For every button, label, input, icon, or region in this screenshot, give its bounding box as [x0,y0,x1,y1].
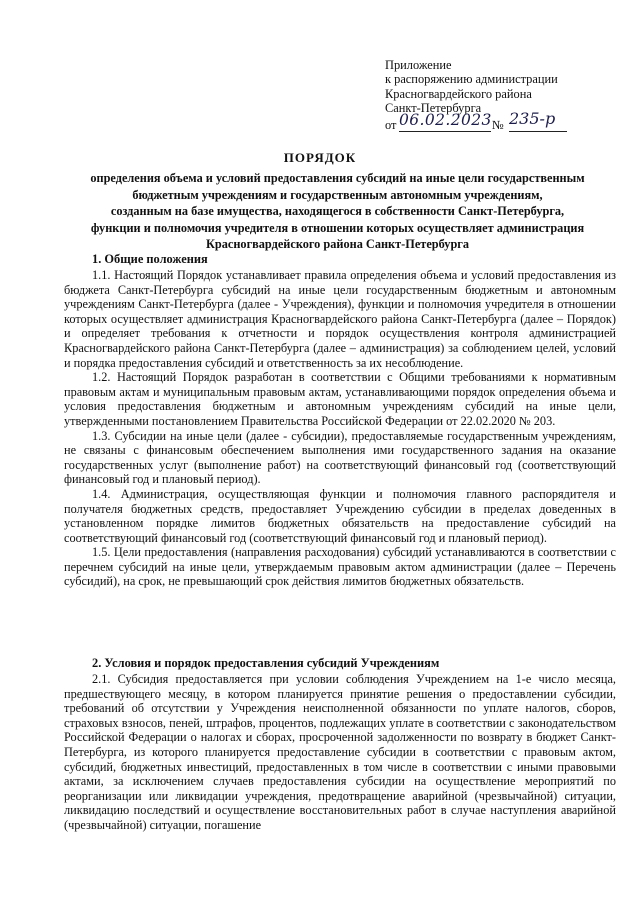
appendix-line-3: Красногвардейского района [385,86,532,101]
appendix-block [385,58,625,134]
paragraph-1-3: 1.3. Субсидии на иные цели (далее - субсидии), предоставляемые государственным учреждениям, не связаны с финансовым обеспечением выполнения ими государственного задания на оказание государственных услуг (выполнение работ) на соответствующий финансовый год (соответствующий финансовый год и плановый период). [64,428,616,487]
appendix-line-1: Приложение [385,58,452,72]
paragraph-2-1: 2.1. Субсидия предоставляется при условии соблюдения Учреждением на 1-е число месяца, предшествующего месяцу, в котором планируется принятие решения о предоставлении субсидии, требований об отсутствии у Учреждения неисполненной обязанности по уплате налогов, сборов, страховых взносов, пеней, штрафов, процентов, подлежащих уплате в соответствии с законодательством Российской Федерации о налогах и сборах, просроченной задолженности по возврату в бюджет Санкт-Петербурга, из которого планируется предоставление субсидии в соответствии с правовым актом, субсидий, бюджетных инвестиций, предоставленных в том числе в соответствии с иными правовыми актами, за исключением случаев предоставления субсидии на осуществление мероприятий по реорганизации или ликвидации учреждения, предотвращение аварийной (чрезвычайной) ситуации, ликвидацию последствий и осуществление восстановительных работ в случае наступления аварийной (чрезвычайной) ситуации, погашение [64,672,616,832]
handwritten-date: 06.02.2023 [399,110,492,129]
paragraph-1-2: 1.2. Настоящий Порядок разработан в соответствии с Общими требованиями к нормативным правовым актам и муниципальным правовым актам, устанавливающими порядок определения объема и условия предоставления бюджетным и автономным учреждениям субсидий на иные цели, утвержденными постановлением Правительства Российской Федерации от 22.02.2020 № 203. [64,370,616,428]
section-2-heading: 2. Условия и порядок предоставления субсидий Учреждениям [92,656,440,670]
subtitle-line: определения объема и условий предоставления субсидий на иные цели государственным [90,171,585,185]
appendix-line-4: Санкт-Петербурга [385,101,482,116]
paragraph-1-1: 1.1. Настоящий Порядок устанавливает правила определения объема и условий предоставления из бюджета Санкт-Петербурга субсидий на иные цели государственным бюджетным и автономным учреждениям Санкт-Петербурга (далее - Учреждения), функции и полномочия учредителя в отношении которых осуществляет администрация Красногвардейского района Санкт-Петербурга (далее – Порядок) и определяет требования к отчетности и порядок осуществления контроля администрацией Красногвардейского района Санкт-Петербурга (далее – администрация) за соблюдением целей, условий и порядка предоставления субсидий и ответственность за их несоблюдение. [64,268,616,370]
date-underline [399,131,491,132]
appendix-line-2: к распоряжению администрации [385,72,558,87]
number-underline [509,131,567,132]
date-prefix: от [385,117,397,132]
document-title: ПОРЯДОК [283,150,357,165]
subtitle-line: созданным на базе имущества, находящегося в собственности Санкт-Петербурга, [110,204,565,219]
paragraph-1-4: 1.4. Администрация, осуществляющая функции и полномочия главного распорядителя и получателя бюджетных средств, предоставляет Учреждению субсидии в пределах доведенных в установленном порядке лимитов бюджетных обязательств на предоставление субсидий на соответствующий финансовый год (соответствующий финансовый год и плановый период). [64,486,616,545]
subtitle-line: функции и полномочия учредителя в отношении которых осуществляет администрация [90,220,585,235]
number-label: № [492,117,504,132]
subtitle-line: бюджетным учреждениям и государственным автономным учреждениям, [132,187,543,202]
handwritten-number: 235-р [509,108,556,128]
document-subtitle [80,170,595,253]
paragraph-1-5: 1.5. Цели предоставления (направления расходования) субсидий устанавливаются в соответствии с перечнем субсидий на иные цели, утверждаемым правовым актом администрации (далее – Перечень субсидий), на срок, не превышающий срок действия лимитов бюджетных обязательств. [64,545,616,589]
section-1-body [64,268,616,589]
section-1-heading: 1. Общие положения [92,252,208,266]
subtitle-line: Красногвардейского района Санкт-Петербурга [205,237,470,252]
section-2-body [64,672,616,833]
